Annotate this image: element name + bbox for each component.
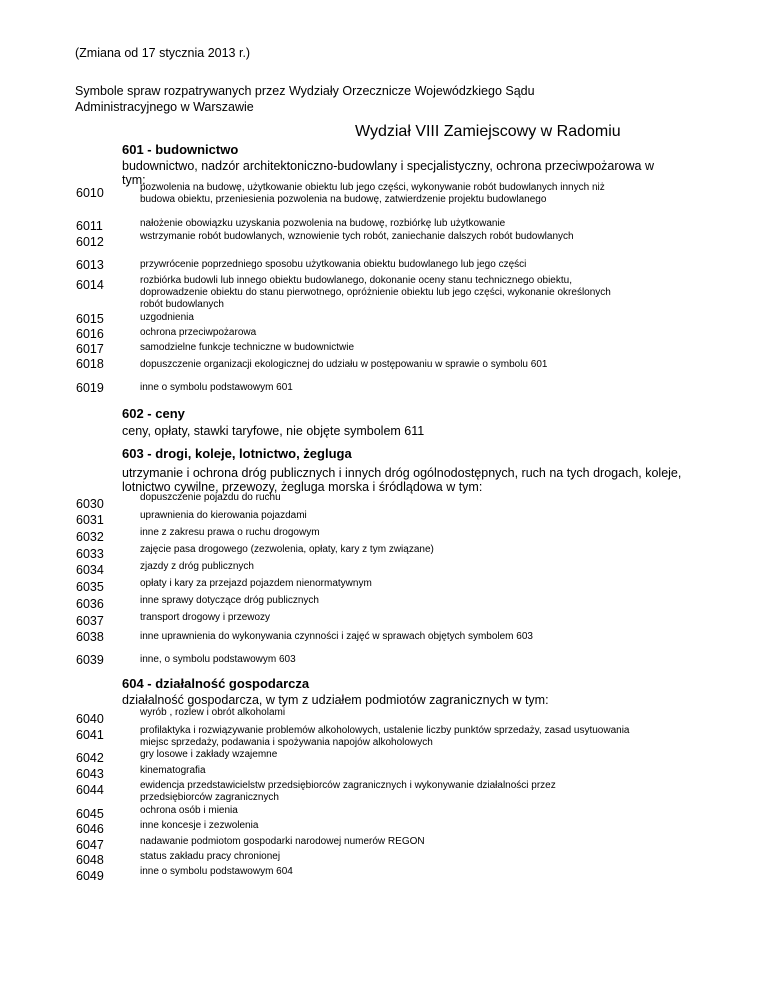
item-code: 6012 (76, 235, 104, 249)
item-code: 6019 (76, 381, 104, 395)
item-text: dopuszczenie pojazdu do ruchu (140, 492, 281, 503)
item-code: 6044 (76, 783, 104, 797)
item-code: 6035 (76, 580, 104, 594)
item-code: 6014 (76, 278, 104, 292)
item-text: inne z zakresu prawa o ruchu drogowym (140, 527, 320, 538)
section-title: 603 - drogi, koleje, lotnictwo, żegluga (122, 446, 352, 461)
item-code: 6047 (76, 838, 104, 852)
item-code: 6030 (76, 497, 104, 511)
document-title-line-2: Administracyjnego w Warszawie (75, 100, 254, 114)
item-text: inne koncesje i zezwolenia (140, 820, 259, 831)
item-text: zjazdy z dróg publicznych (140, 561, 254, 572)
document-title-line-1: Symbole spraw rozpatrywanych przez Wydziały Orzecznicze Wojewódzkiego Sądu (75, 84, 535, 98)
section-description: ceny, opłaty, stawki taryfowe, nie objęte symbolem 611 (122, 424, 425, 438)
item-text: status zakładu pracy chronionej (140, 851, 281, 862)
item-code: 6043 (76, 767, 104, 781)
item-code: 6018 (76, 357, 104, 371)
section-description: budownictwo, nadzór architektoniczno-budowlany i specjalistyczny, ochrona przeciwpożarowa w tym: (122, 159, 654, 187)
item-text: rozbiórka budowli lub innego obiektu budowlanego, dokonanie oceny stanu technicznego obiektu, doprowadzenie obiektu do stanu pierwotnego, opróżnienie obiektu lub jego części, wykonanie określonych robót budowlanych (140, 275, 611, 310)
section-title: 602 - ceny (122, 406, 185, 421)
item-text: nałożenie obowiązku uzyskania pozwolenia na budowę, rozbiórkę lub użytkowanie (140, 218, 506, 229)
item-text: samodzielne funkcje techniczne w budownictwie (140, 342, 355, 353)
item-text: wstrzymanie robót budowlanych, wznowienie tych robót, zaniechanie dalszych robót budowlanych (140, 231, 574, 242)
item-code: 6011 (76, 219, 103, 233)
item-text: inne uprawnienia do wykonywania czynności i zajęć w sprawach objętych symbolem 603 (140, 631, 533, 642)
item-text: uzgodnienia (140, 312, 194, 323)
item-text: inne, o symbolu podstawowym 603 (140, 654, 296, 665)
item-code: 6046 (76, 822, 104, 836)
item-text: inne o symbolu podstawowym 604 (140, 866, 293, 877)
item-text: ewidencja przedstawicielstw przedsiębiorców zagranicznych i wykonywanie działalności przez przedsiębiorców zagranicznych (140, 780, 556, 803)
item-code: 6049 (76, 869, 104, 883)
item-code: 6038 (76, 630, 104, 644)
section-title: 601 - budownictwo (122, 142, 239, 157)
item-code: 6037 (76, 614, 104, 628)
item-text: inne sprawy dotyczące dróg publicznych (140, 595, 319, 606)
item-code: 6015 (76, 312, 104, 326)
item-code: 6017 (76, 342, 104, 356)
amendment-note: (Zmiana od 17 stycznia 2013 r.) (75, 46, 251, 60)
section-description: działalność gospodarcza, w tym z udziałem podmiotów zagranicznych w tym: (122, 693, 549, 707)
item-text: inne o symbolu podstawowym 601 (140, 382, 293, 393)
item-code: 6042 (76, 751, 104, 765)
item-text: profilaktyka i rozwiązywanie problemów alkoholowych, ustalenie liczby punktów sprzedaży, zasad usytuowania miejsc sprzedaży, podawania i spożywania napojów alkoholowych (140, 725, 630, 748)
item-code: 6013 (76, 258, 104, 272)
item-text: ochrona osób i mienia (140, 805, 238, 816)
item-text: uprawnienia do kierowania pojazdami (140, 510, 307, 521)
item-code: 6032 (76, 530, 104, 544)
item-text: dopuszczenie organizacji ekologicznej do udziału w postępowaniu w sprawie o symbolu 601 (140, 359, 548, 370)
item-code: 6039 (76, 653, 104, 667)
item-code: 6033 (76, 547, 104, 561)
item-text: ochrona przeciwpożarowa (140, 327, 257, 338)
item-text: wyrób , rozlew i obrót alkoholami (140, 707, 286, 718)
section-description: utrzymanie i ochrona dróg publicznych i innych dróg ogólnodostępnych, ruch na tych drogach, koleje, lotnictwo cywilne, przewozy, żegluga morska i śródlądowa w tym: (122, 466, 682, 494)
section-title: 604 - działalność gospodarcza (122, 676, 310, 691)
item-text: kinematografia (140, 765, 206, 776)
item-code: 6045 (76, 807, 104, 821)
item-code: 6040 (76, 712, 104, 726)
item-text: nadawanie podmiotom gospodarki narodowej numerów REGON (140, 836, 425, 847)
item-text: zajęcie pasa drogowego (zezwolenia, opłaty, kary z tym związane) (140, 544, 434, 555)
item-code: 6041 (76, 728, 104, 742)
item-text: opłaty i kary za przejazd pojazdem nienormatywnym (140, 578, 372, 589)
item-text: gry losowe i zakłady wzajemne (140, 749, 278, 760)
item-code: 6048 (76, 853, 104, 867)
item-text: transport drogowy i przewozy (140, 612, 271, 623)
item-text: przywrócenie poprzedniego sposobu użytkowania obiektu budowlanego lub jego części (140, 259, 527, 270)
department-title: Wydział VIII Zamiejscowy w Radomiu (355, 123, 621, 140)
item-code: 6010 (76, 186, 104, 200)
item-code: 6016 (76, 327, 104, 341)
item-code: 6034 (76, 563, 104, 577)
item-code: 6036 (76, 597, 104, 611)
item-text: pozwolenia na budowę, użytkowanie obiektu lub jego części, wykonywanie robót budowlanych innych niż budowa obiektu, przeniesienia pozwolenia na budowę, zatwierdzenie projektu budowlanego (140, 182, 605, 205)
item-code: 6031 (76, 513, 104, 527)
